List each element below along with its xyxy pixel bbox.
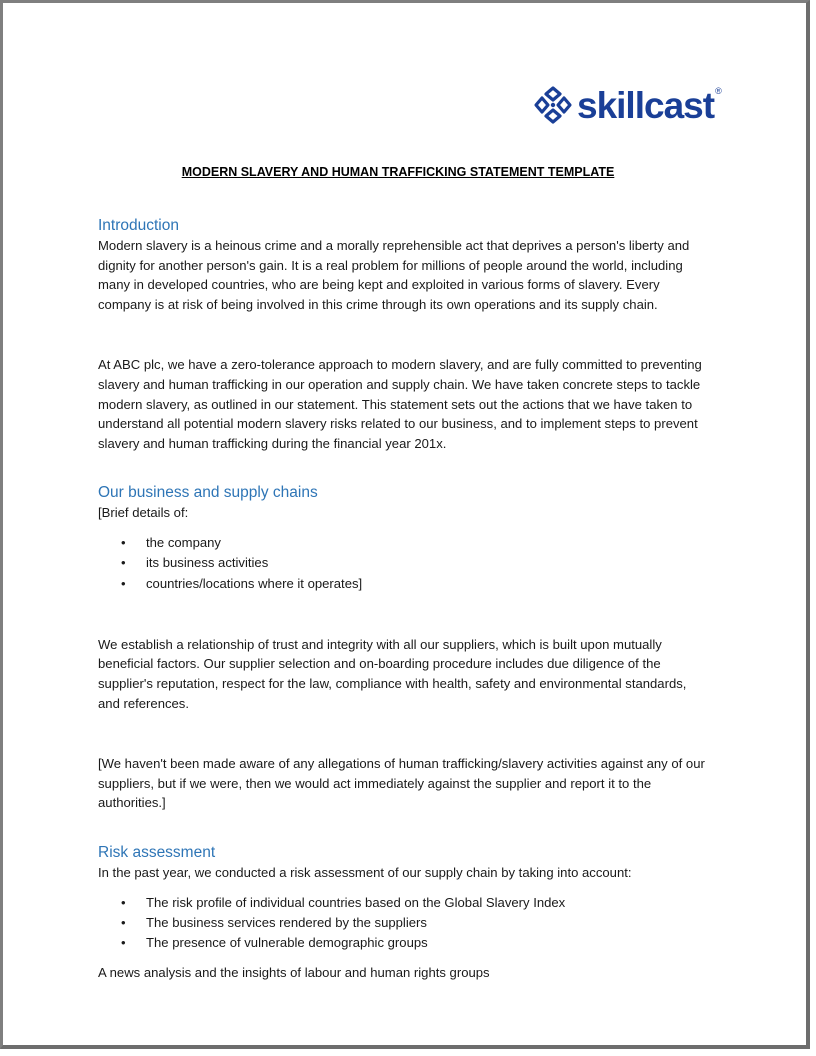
list-item: • The risk profile of individual countries based on the Global Slavery Index — [98, 893, 708, 913]
list-item: • its business activities — [98, 553, 708, 573]
skillcast-emblem-icon — [533, 85, 573, 125]
business-paragraph-2: [We haven't been made aware of any allegations of human trafficking/slavery activities against any of our suppliers, but if we were, then we would act immediately against the supplier and report it to the authorities.] — [98, 756, 705, 811]
intro-paragraph-2: At ABC plc, we have a zero-tolerance approach to modern slavery, and are fully committed to preventing slavery and human trafficking in our operation and supply chain. We have taken concrete steps to tackle modern slavery, as outlined in our statement. This statement sets out the actions that we have taken to understand all potential modern slavery risks related to our business, and to implement steps to prevent slavery and human trafficking during the financial year 201x. — [98, 357, 702, 451]
heading-introduction: Introduction — [98, 217, 179, 234]
risk-lead: In the past year, we conducted a risk assessment of our supply chain by taking into account: — [98, 864, 632, 880]
list-item: • The presence of vulnerable demographic groups — [98, 933, 708, 953]
list-item: • the company — [98, 533, 708, 553]
business-bullet-list — [98, 533, 708, 594]
heading-risk-assessment: Risk assessment — [98, 843, 216, 861]
logo-wordmark: skillcast — [577, 84, 715, 126]
document-body — [98, 216, 708, 983]
business-paragraph-1: We establish a relationship of trust and integrity with all our suppliers, which is built upon mutually beneficial factors. Our supplier selection and on-boarding procedure includes due diligence of the supplier's reputation, respect for the law, compliance with health, safety and environmental standards, and references. — [98, 636, 687, 711]
skillcast-logo — [533, 85, 722, 125]
business-lead: [Brief details of: — [98, 505, 189, 521]
intro-paragraph-1: Modern slavery is a heinous crime and a morally reprehensible act that deprives a person's liberty and dignity for another person's gain. It is a real problem for millions of people around the world, including many in developed countries, who are being kept and exploited in various forms of slavery. Every company is at risk of being involved in this crime through its own operations and its supply chain. — [98, 238, 690, 312]
list-item: • countries/locations where it operates] — [98, 574, 708, 594]
registered-mark: ® — [715, 86, 722, 96]
heading-business-supply-chains: Our business and supply chains — [98, 484, 318, 502]
risk-paragraph-1: A news analysis and the insights of labour and human rights groups — [98, 965, 490, 981]
risk-bullet-list — [98, 893, 708, 954]
document-title: MODERN SLAVERY AND HUMAN TRAFFICKING STATEMENT TEMPLATE — [181, 165, 615, 179]
list-item: • The business services rendered by the suppliers — [98, 913, 708, 933]
